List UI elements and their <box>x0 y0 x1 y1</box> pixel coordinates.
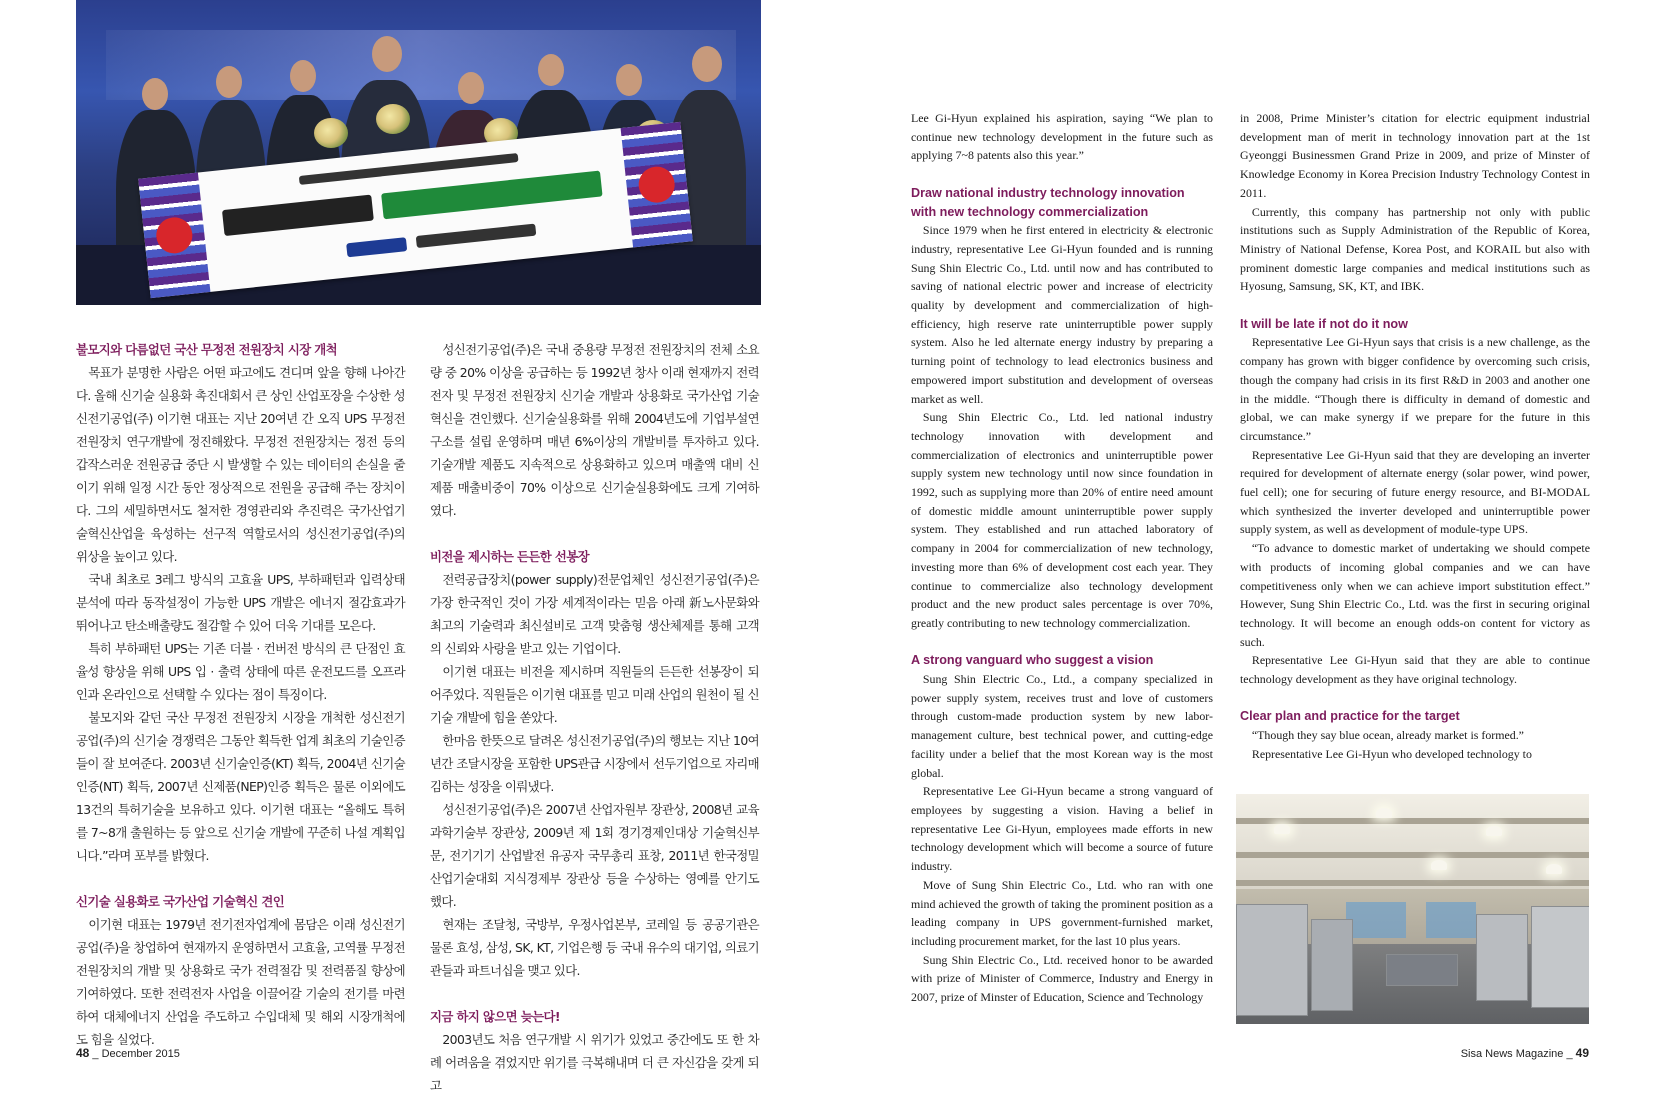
body-paragraph: Representative Lee Gi-Hyun became a strong vanguard of employees by suggesting a vision. Having a belief in representative Lee Gi-Hyun, employees made efforts in new technology development which will become a source of future industry. <box>911 784 1213 874</box>
paragraph-gap <box>430 982 759 1005</box>
section-heading: A strong vanguard who suggest a vision <box>911 653 1154 668</box>
body-paragraph: Sung Shin Electric Co., Ltd. led national industry technology innovation with development and commercialization of electronics and uninterruptible power supply system new technology until now since foundation in 1992, such as supplying more than 20% of entire need amount of domestic middle amount uninterruptible power supply system. They established and run attached laboratory of company in 2004 for commercialization of new technology, investing more than 6% of development cost each year. They continue to commercialize also technology development product and the new product sales percentage is over 70%, greatly contributing to new technology commercialization. <box>911 410 1213 630</box>
body-paragraph: 현재는 조달청, 국방부, 우정사업본부, 코레일 등 공공기관은 물론 효성, 삼성, SK, KT, 기업은행 등 국내 유수의 대기업, 의료기관들과 파트너십을 맺고 있다. <box>430 917 759 978</box>
article-column-korean-1 <box>76 338 405 1051</box>
body-paragraph: Since 1979 when he first entered in electricity & electronic industry, representative Lee Gi-Hyun founded and is running Sung Shin Electric Co., Ltd. until now and has contributed to saving of national electric power and increase of electricity quality by development and commercialization of high-efficiency, high reserve rate uninterruptible power supply system. Also he led alternate energy industry by preparing a turning point of technology to lead electronics business and empowered import substitution and development of overseas market as well. <box>911 223 1213 406</box>
paragraph-gap <box>1240 296 1590 315</box>
body-paragraph: Currently, this company has partnership not only with public institutions such as Supply Administration of the Republic of Korea, Ministry of National Defense, Korea Post, and KORAIL but also with prominent domestic large companies and medical institutions such as Hyosung, Samsung, SK, KT, and IBK. <box>1240 204 1590 294</box>
award-ceremony-photo <box>76 0 761 305</box>
page-number-left: 48 <box>76 1046 90 1060</box>
body-paragraph: 성신전기공업(주)은 국내 중용량 무정전 전원장치의 전체 소요량 중 20% 이상을 공급하는 등 1992년 창사 이래 현재까지 전력전자 및 무정전 전원장치 신기술 개발과 상용화로 국가산업 기술혁신을 견인했다. 신기술실용화를 위해 2004년도에 기업부설연구소를 설립 운영하며 매년 6%이상의 개발비를 투자하고 있다. 기술개발 제품도 지속적으로 상용화하고 있으며 매출액 대비 신제품 매출비중이 70% 이상으로 신기술실용화에도 크게 기여하였다. <box>430 342 759 518</box>
body-paragraph: Lee Gi-Hyun explained his aspiration, saying “We plan to continue new technology development in the future such as applying 7~8 patents also this year.” <box>911 111 1213 163</box>
body-paragraph: 국내 최초로 3레그 방식의 고효율 UPS, 부하패턴과 입력상태 분석에 따라 동작설정이 가능한 UPS 개발은 에너지 절감효과가 뛰어나고 탄소배출량도 절감할 수 있어 더욱 기대를 모은다. <box>76 572 405 633</box>
paragraph-gap <box>911 165 1213 184</box>
body-paragraph: 2003년도 처음 연구개발 시 위기가 있었고 중간에도 또 한 차례 어려움을 겪었지만 위기를 극복해내며 더 큰 자신감을 갖게 되고 <box>430 1032 759 1093</box>
section-heading: 지금 하지 않으면 늦는다! <box>430 1009 560 1024</box>
magazine-name: Sisa News Magazine <box>1460 1048 1564 1060</box>
issue-date: December 2015 <box>101 1048 180 1060</box>
body-paragraph: Representative Lee Gi-Hyun says that crisis is a new challenge, as the company has grown with bigger confidence by overcoming such crisis, though the company had crisis in its first R&D in 2003 and another one in the middle. “Though there is difficulty in demand of domestic and global, we can make synergy if we prepare for the future in this circumstance.” <box>1240 335 1590 443</box>
footer-right: Sisa News Magazine _ 49 <box>1460 1046 1589 1060</box>
body-paragraph: Sung Shin Electric Co., Ltd. received honor to be awarded with prize of Minister of Commerce, Industry and Energy in 2007, prize of Minster of Education, Science and Technology <box>911 952 1213 1005</box>
section-heading: 신기술 실용화로 국가산업 기술혁신 견인 <box>76 894 285 909</box>
paragraph-gap <box>911 633 1213 652</box>
factory-floor-photo <box>1236 794 1589 1024</box>
article-column-korean-2 <box>430 338 759 1097</box>
body-paragraph: Representative Lee Gi-Hyun said that they are developing an inverter required for development of alternate energy (solar power, wind power, fuel cell); one for securing of future energy resource, and BI-MODAL which synthesized the inverter developed and uninterruptible power supply system, as well as development of module-type UPS. <box>1240 447 1590 537</box>
section-heading: Draw national industry technology innovation with new technology commercialization <box>911 185 1185 219</box>
page-number-right: 49 <box>1575 1046 1589 1060</box>
body-paragraph: 이기현 대표는 비전을 제시하며 직원들의 든든한 선봉장이 되어주었다. 직원들은 이기현 대표를 믿고 미래 산업의 원천이 될 신기술 개발에 힘을 쏟았다. <box>430 664 759 725</box>
body-paragraph: 목표가 분명한 사람은 어떤 파고에도 견디며 앞을 향해 나아간다. 올해 신기술 실용화 촉진대회서 큰 상인 산업포장을 수상한 성신전기공업(주) 이기현 대표는 지난 20여년 간 오직 UPS 무정전 전원장치 연구개발에 정진해왔다. 무정전 전원장치는 정전 등의 갑작스러운 전원공급 중단 시 발생할 수 있는 데이터의 손실을 줄이기 위해 일정 시간 동안 정상적으로 전원을 공급해 주는 장치이다. 그의 세밀하면서도 철저한 경영관리와 추진력은 국가산업기술혁신산업을 육성하는 선구적 역할로서의 성신전기공업(주)의 위상을 높이고 있다. <box>76 365 405 564</box>
body-paragraph: Representative Lee Gi-Hyun said that they are able to continue technology development as they have original technology. <box>1240 653 1590 687</box>
body-paragraph: Sung Shin Electric Co., Ltd., a company specialized in power supply system, receives trust and love of customers through custom-made production system by new labor-management culture, best technical power, and cutting-edge facility under a belief that the most Korean way is the most global. <box>911 672 1213 780</box>
article-column-english-1 <box>911 109 1213 1007</box>
section-heading: Clear plan and practice for the target <box>1240 709 1460 724</box>
body-paragraph: 이기현 대표는 1979년 전기전자업계에 몸담은 이래 성신전기공업(주)을 창업하여 현재까지 운영하면서 고효율, 고역률 무정전 전원장치의 개발 및 상용화로 국가 전력절감 및 전력품질 향상에 기여하였다. 또한 전력전자 사업을 이끌어갈 기술의 전기를 마련하여 대체에너지 산업을 주도하고 수입대체 및 해외 시장개척에도 힘을 실었다. <box>76 917 405 1047</box>
body-paragraph: 성신전기공업(주)은 2007년 산업자원부 장관상, 2008년 교육과학기술부 장관상, 2009년 제 1회 경기경제인대상 기술혁신부문, 전기기기 산업발전 유공자 국무총리 표창, 2011년 한국정밀산업기술대회 지식경제부 장관상 등을 수상하는 영예를 안기도 했다. <box>430 802 759 909</box>
body-paragraph: “Though they say blue ocean, already market is formed.” <box>1251 728 1524 743</box>
body-paragraph: Representative Lee Gi-Hyun who developed technology to <box>1251 746 1532 761</box>
body-paragraph: Move of Sung Shin Electric Co., Ltd. who ran with one mind achieved the growth of taking the prominent position as a leading company in UPS government-furnished market, including procurement market, for the last 10 plus years. <box>911 877 1213 948</box>
section-heading: 비전을 제시하는 든든한 선봉장 <box>430 549 589 564</box>
footer-left: 48 _ December 2015 <box>76 1046 180 1060</box>
body-paragraph: 특히 부하패턴 UPS는 기존 더블 · 컨버전 방식의 큰 단점인 효율성 향상을 위해 UPS 입 · 출력 상태에 따른 운전모드를 오프라인과 온라인으로 선택할 수 있다는 점이 특징이다. <box>76 641 405 702</box>
body-paragraph: “To advance to domestic market of undertaking we should compete with products of incoming global companies and we can have competitiveness only when we can achieve import substitution effect.” However, Sung Shin Electric Co., Ltd. was the first in securing original technology. It will become an enough odds-on content for victory as such. <box>1240 541 1590 649</box>
paragraph-gap <box>430 522 759 545</box>
body-paragraph: in 2008, Prime Minister’s citation for electric equipment industrial development man of merit in technology innovation part at the 1st Gyeonggi Businessmen Grand Prize in 2009, and prize of Minster of Knowledge Economy in Korea Precision Industry Technology Contest in 2011. <box>1240 111 1590 200</box>
section-heading: 불모지와 다름없던 국산 무정전 전원장치 시장 개척 <box>76 342 338 357</box>
body-paragraph: 불모지와 같던 국산 무정전 전원장치 시장을 개척한 성신전기공업(주)의 신기술 경쟁력은 그동안 획득한 업계 최초의 기술인증들이 잘 보여준다. 2003년 신기술인증(KT) 획득, 2004년 신기술인증(NT) 획득, 2007년 신제품(NEP)인증 획득은 물론 이외에도 13건의 특허기술을 보유하고 있다. 이기현 대표는 “올해도 특허를 7~8개 출원하는 등 앞으로 신기술 개발에 꾸준히 나설 계획입니다.”라며 포부를 밝혔다. <box>76 710 405 863</box>
body-paragraph: 전력공급장치(power supply)전문업체인 성신전기공업(주)은 가장 한국적인 것이 가장 세계적이라는 믿음 아래 新노사문화와 최고의 기술력과 최신설비로 고객 맞춤형 생산체제를 통해 고객의 신뢰와 사랑을 받고 있는 기업이다. <box>430 572 759 656</box>
body-paragraph: 한마음 한뜻으로 달려온 성신전기공업(주)의 행보는 지난 10여년간 조달시장을 포함한 UPS관급 시장에서 선두기업으로 자리매김하는 성장을 이뤄냈다. <box>430 733 759 794</box>
article-column-english-2 <box>1240 109 1590 764</box>
section-heading: It will be late if not do it now <box>1240 316 1408 331</box>
paragraph-gap <box>1240 689 1590 708</box>
paragraph-gap <box>76 867 405 890</box>
